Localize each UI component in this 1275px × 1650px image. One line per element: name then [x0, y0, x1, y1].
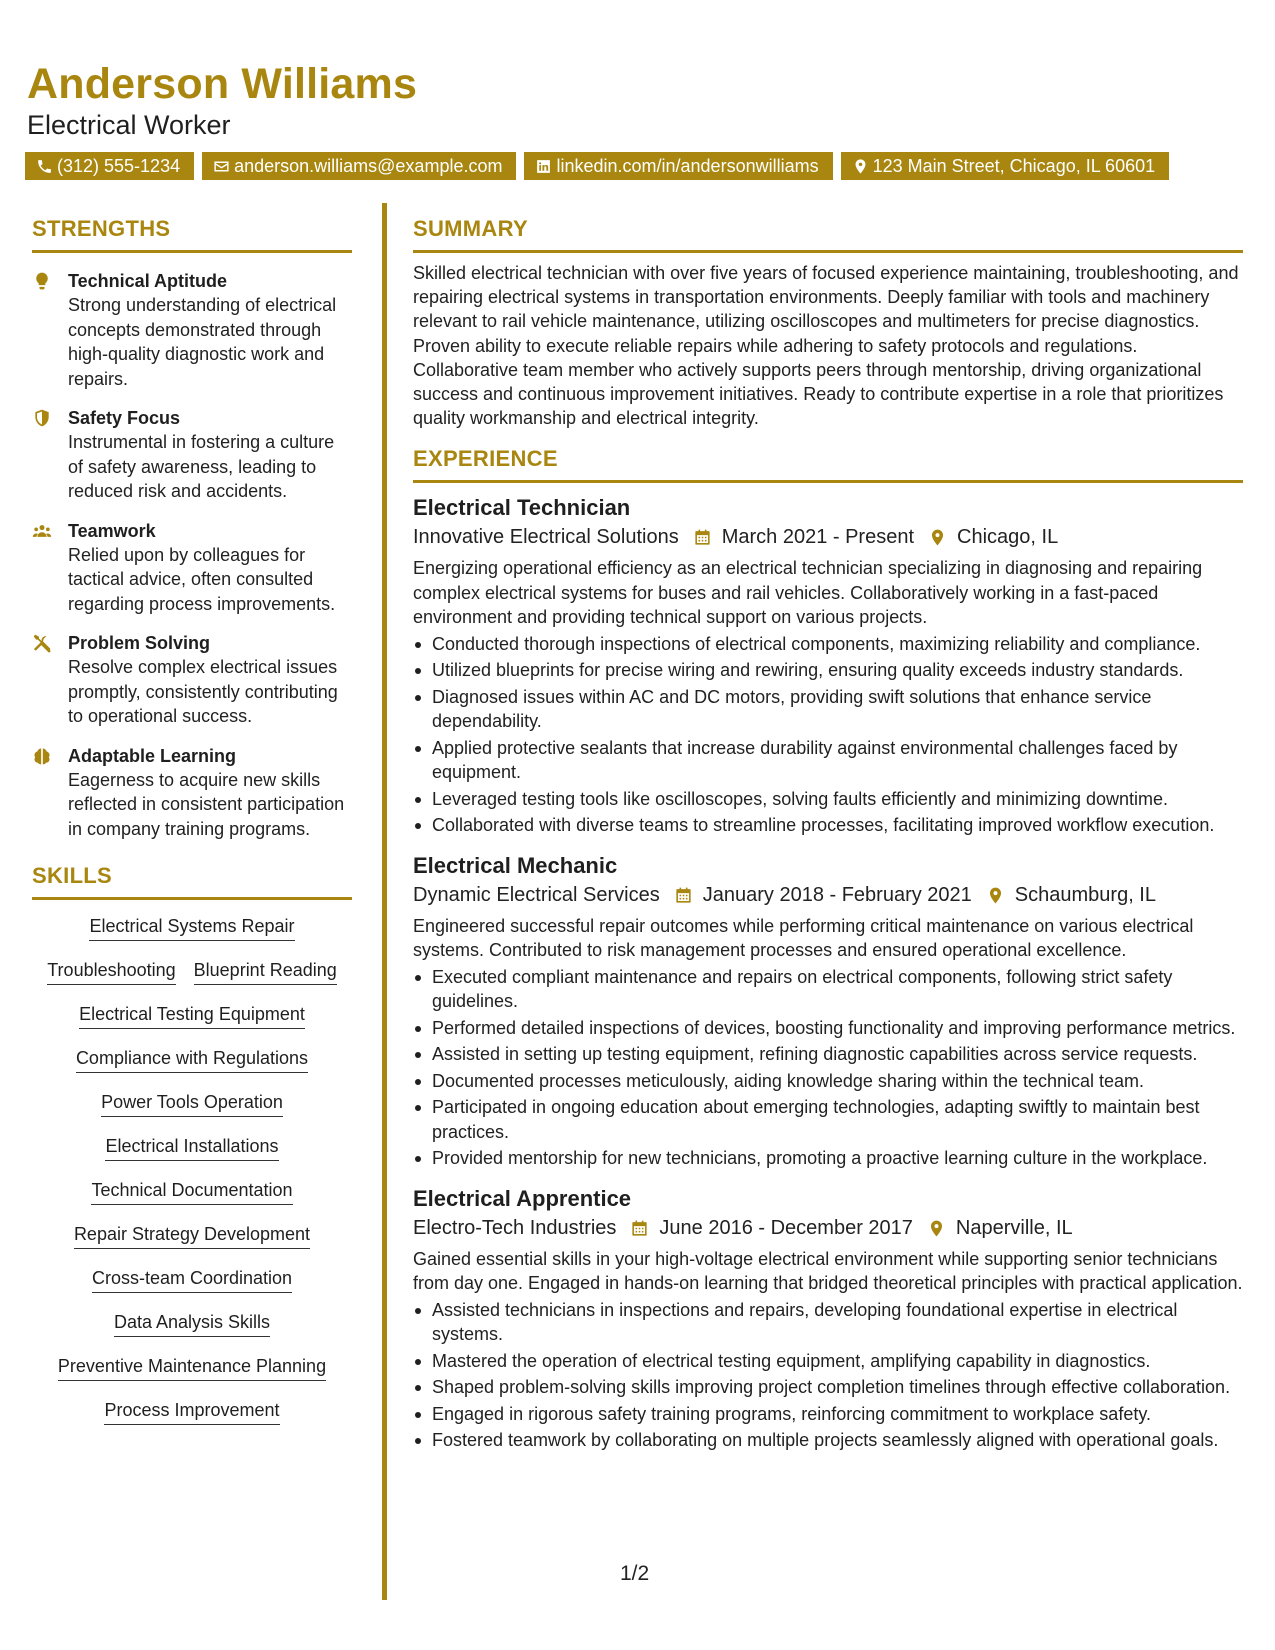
- skill-tag: Electrical Systems Repair: [89, 914, 294, 941]
- skill-tag: Data Analysis Skills: [114, 1310, 270, 1337]
- contact-linkedin-text: linkedin.com/in/andersonwilliams: [556, 155, 819, 176]
- bullet-item: Conducted thorough inspections of electrical components, maximizing reliability and compliance.: [413, 632, 1243, 657]
- job-description: Energizing operational efficiency as an electrical technician specializing in diagnosing and repairing complex electrical systems for buses and rail vehicles. Collaboratively working in a fast-paced environment and providing technical support on various projects.: [413, 558, 1203, 628]
- skill-tag: Power Tools Operation: [101, 1090, 283, 1117]
- skill-tag: Cross-team Coordination: [92, 1266, 292, 1293]
- contact-address-text: 123 Main Street, Chicago, IL 60601: [872, 155, 1156, 176]
- users-icon: [32, 521, 52, 541]
- contact-bar: [25, 152, 1169, 180]
- bullet-item: Mastered the operation of electrical testing equipment, amplifying capability in diagnostics.: [413, 1349, 1243, 1374]
- skill-tag: Technical Documentation: [91, 1178, 292, 1205]
- job-dates: March 2021 - Present: [721, 526, 915, 549]
- job-company: Electro-Tech Industries: [413, 1216, 617, 1239]
- envelope-icon: [213, 158, 230, 175]
- bullet-item: Diagnosed issues within AC and DC motors, providing swift solutions that enhance service dependability.: [413, 685, 1243, 734]
- strength-item: [32, 744, 352, 842]
- lightbulb-icon: [32, 271, 52, 291]
- skill-tag: Blueprint Reading: [194, 958, 337, 985]
- strengths-heading: STRENGTHS: [32, 216, 352, 253]
- job-title: Electrical Technician: [413, 495, 631, 521]
- skill-tag: Compliance with Regulations: [76, 1046, 308, 1073]
- job-bullets: [413, 1298, 1243, 1453]
- job-location: Chicago, IL: [957, 526, 1059, 549]
- bullet-item: Performed detailed inspections of devices, boosting functionality and improving performance metrics.: [413, 1016, 1243, 1041]
- job-meta: [413, 884, 1243, 907]
- skill-tag: Preventive Maintenance Planning: [58, 1354, 326, 1381]
- bullet-item: Collaborated with diverse teams to streamline processes, facilitating improved workflow execution.: [413, 813, 1243, 838]
- map-pin-icon: [927, 1219, 946, 1238]
- bullet-item: Utilized blueprints for precise wiring and rewiring, ensuring quality exceeds industry standards.: [413, 658, 1243, 683]
- bullet-item: Executed compliant maintenance and repairs on electrical components, following strict safety guidelines.: [413, 965, 1243, 1014]
- bullet-item: Applied protective sealants that increase durability against environmental challenges faced by equipment.: [413, 736, 1243, 785]
- job-entry: [413, 1185, 1243, 1453]
- map-pin-icon: [986, 886, 1005, 905]
- job-title: Electrical Mechanic: [413, 852, 618, 878]
- skill-tag: Electrical Installations: [105, 1134, 278, 1161]
- skill-tag: Repair Strategy Development: [74, 1222, 310, 1249]
- bullet-item: Engaged in rigorous safety training programs, reinforcing commitment to workplace safety.: [413, 1402, 1243, 1427]
- contact-phone-text: (312) 555-1234: [57, 155, 181, 176]
- contact-phone[interactable]: [25, 152, 194, 180]
- summary-heading: SUMMARY: [413, 216, 1243, 253]
- skill-tag: Electrical Testing Equipment: [79, 1002, 305, 1029]
- job-company: Dynamic Electrical Services: [413, 883, 660, 906]
- job-meta: [413, 1217, 1243, 1240]
- bullet-item: Assisted technicians in inspections and repairs, developing foundational expertise in electrical systems.: [413, 1298, 1243, 1347]
- job-entry: [413, 852, 1243, 1171]
- contact-email[interactable]: [202, 152, 516, 180]
- column-divider: [382, 203, 387, 1600]
- job-location: Naperville, IL: [955, 1216, 1073, 1239]
- job-location: Schaumburg, IL: [1014, 883, 1156, 906]
- strength-desc: Instrumental in fostering a culture of safety awareness, leading to reduced risk and accidents.: [68, 432, 335, 501]
- job-dates: January 2018 - February 2021: [702, 883, 972, 906]
- job-company: Innovative Electrical Solutions: [413, 526, 679, 549]
- strength-desc: Strong understanding of electrical concepts demonstrated through high-quality diagnostic work and repairs.: [68, 295, 337, 389]
- experience-heading: EXPERIENCE: [413, 446, 1243, 483]
- contact-linkedin[interactable]: [524, 152, 832, 180]
- strength-title: Safety Focus: [68, 408, 181, 428]
- calendar-icon: [693, 528, 712, 547]
- contact-address[interactable]: [841, 152, 1170, 180]
- bullet-item: Shaped problem-solving skills improving project completion timelines through effective collaboration.: [413, 1375, 1243, 1400]
- strength-item: [32, 406, 352, 504]
- strength-desc: Resolve complex electrical issues promptly, consistently contributing to operational success.: [68, 657, 338, 726]
- map-pin-icon: [928, 528, 947, 547]
- brain-icon: [32, 746, 52, 766]
- job-title: Electrical Apprentice: [413, 1185, 632, 1211]
- job-bullets: [413, 965, 1243, 1171]
- strength-item: [32, 631, 352, 729]
- job-bullets: [413, 632, 1243, 838]
- bullet-item: Leveraged testing tools like oscilloscopes, solving faults efficiently and minimizing downtime.: [413, 787, 1243, 812]
- skills-heading: SKILLS: [32, 863, 352, 900]
- shield-icon: [32, 408, 52, 428]
- job-meta: [413, 526, 1243, 549]
- tools-icon: [32, 633, 52, 653]
- bullet-item: Participated in ongoing education about emerging technologies, adapting swiftly to maintain best practices.: [413, 1095, 1243, 1144]
- map-pin-icon: [852, 158, 869, 175]
- calendar-icon: [674, 886, 693, 905]
- strength-item: [32, 269, 352, 391]
- calendar-icon: [630, 1219, 649, 1238]
- candidate-name: Anderson Williams: [27, 60, 418, 108]
- bullet-item: Assisted in setting up testing equipment, refining diagnostic capabilities across service requests.: [413, 1042, 1243, 1067]
- strength-desc: Eagerness to acquire new skills reflected in consistent participation in company training programs.: [68, 769, 345, 839]
- right-column: [413, 216, 1243, 1467]
- left-column: [32, 216, 352, 1442]
- job-dates: June 2016 - December 2017: [659, 1216, 913, 1239]
- strength-title: Teamwork: [68, 520, 156, 541]
- job-description: Engineered successful repair outcomes while performing critical maintenance on various electrical systems. Contributed to risk management processes and ensured operational excellence.: [413, 915, 1194, 961]
- strength-title: Adaptable Learning: [68, 745, 237, 766]
- bullet-item: Documented processes meticulously, aiding knowledge sharing within the technical team.: [413, 1069, 1243, 1094]
- skill-tag: Process Improvement: [104, 1398, 279, 1425]
- contact-email-text: anderson.williams@example.com: [234, 155, 503, 176]
- summary-text: Skilled electrical technician with over five years of focused experience maintaining, troubleshooting, and repairing electrical systems in transportation environments. Deeply familiar with tools and machinery relevant to rail vehicle maintenance, utilizing oscilloscopes and multimeters for precise diagnostics. Proven ability to execute reliable repairs while adhering to safety protocols and regulations. Collaborative team member who actively supports peers through mentorship, driving organizational success and continuous improvement initiatives. Ready to contribute expertise in a role that prioritizes quality workmanship and electrical integrity.: [413, 263, 1239, 429]
- phone-icon: [36, 158, 53, 175]
- strength-title: Technical Aptitude: [68, 271, 228, 291]
- skill-tag: Troubleshooting: [47, 958, 175, 985]
- linkedin-icon: [535, 158, 552, 175]
- strength-desc: Relied upon by colleagues for tactical advice, often consulted regarding process improvements.: [68, 544, 336, 614]
- job-entry: [413, 494, 1243, 838]
- strength-title: Problem Solving: [68, 633, 211, 653]
- bullet-item: Provided mentorship for new technicians, promoting a proactive learning culture in the workplace.: [413, 1146, 1243, 1171]
- candidate-role: Electrical Worker: [27, 110, 231, 140]
- job-description: Gained essential skills in your high-voltage electrical environment while supporting senior technicians from day one. Engaged in hands-on learning that bridged theoretical principles with practical application.: [413, 1248, 1243, 1294]
- strength-item: [32, 519, 352, 617]
- page-number: 1/2: [620, 1562, 650, 1585]
- bullet-item: Fostered teamwork by collaborating on multiple projects seamlessly aligned with operational goals.: [413, 1428, 1243, 1453]
